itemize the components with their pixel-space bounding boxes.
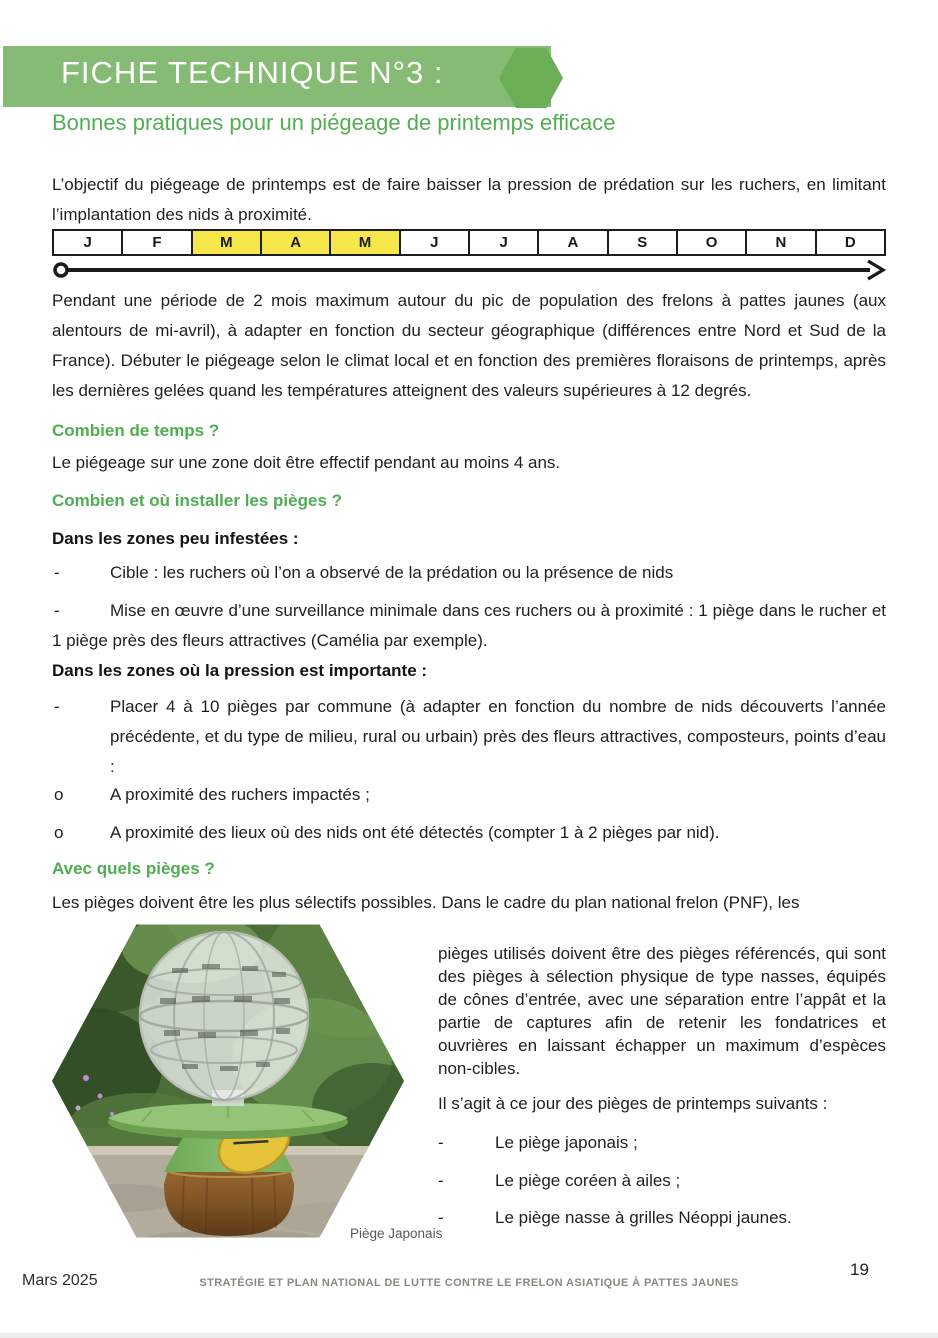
intro-paragraph: L’objectif du piégeage de printemps est de faire baisser la pression de prédation sur les ruchers, en limitant l’implantation des nids à proximité. (52, 175, 886, 224)
bullet-text: Mise en œuvre d’une surveillance minimale dans ces ruchers ou à proximité : 1 piège dans le rucher et 1 piège près des fleurs attractives (Camélia par exemple). (52, 601, 886, 650)
subheading-high-zone: Dans les zones où la pression est importante : (52, 661, 428, 680)
month-cell: A (539, 231, 608, 254)
subheading-low-zone: Dans les zones peu infestées : (52, 529, 299, 548)
dash-bullet-icon: - (54, 563, 60, 582)
circle-bullet-icon: o (54, 823, 64, 842)
trap-photo (52, 918, 404, 1244)
dash-bullet-icon: - (54, 697, 60, 716)
list-item (52, 818, 886, 848)
duration-body: Le piégeage sur une zone doit être effectif pendant au moins 4 ans. (52, 453, 561, 472)
list-item (438, 1169, 886, 1192)
month-cell: M (331, 231, 400, 254)
section-heading-where: Combien et où installer les pièges ? (52, 491, 343, 510)
page-number: 19 (850, 1260, 869, 1279)
trap-item: Le piège japonais ; (495, 1133, 638, 1152)
page-subtitle: Bonnes pratiques pour un piégeage de printemps efficace (52, 110, 616, 135)
month-cell: D (844, 234, 856, 251)
month-cell: J (401, 231, 470, 254)
sub-bullet-text: A proximité des ruchers impactés ; (110, 785, 370, 804)
photo-caption: Piège Japonais (350, 1226, 443, 1241)
month-cell: F (123, 231, 192, 254)
list-item (52, 558, 886, 588)
page-title: FICHE TECHNIQUE N°3 : (61, 55, 444, 90)
dash-bullet-icon: - (438, 1133, 444, 1152)
list-item (52, 596, 886, 656)
bullet-text: Placer 4 à 10 pièges par commune (à adapter en fonction du nombre de nids découverts l’année précédente, et du type de milieu, rural ou urbain) près des fleurs attractives, composteurs, points d’eau : (110, 697, 886, 776)
bullet-text: Cible : les ruchers où l’on a observé de la prédation ou la présence de nids (110, 563, 674, 582)
circle-bullet-icon: o (54, 785, 64, 804)
month-cell: N (747, 231, 816, 254)
dash-bullet-icon: - (438, 1208, 444, 1227)
timeline-arrow-icon (52, 259, 886, 281)
month-cell: J (470, 231, 539, 254)
list-item (52, 780, 886, 810)
which-continuation: pièges utilisés doivent être des pièges référencés, qui sont des pièges à sélection physique de type nasses, équipés de cônes d’entrée, avec une séparation entre l’appât et la partie de captures afin de retenir les fondatrices et ouvrières en laissant échapper un maximum d’espèces non-cibles. (438, 944, 886, 1078)
trap-list-intro: Il s’agit à ce jour des pièges de printemps suivants : (438, 1094, 828, 1113)
period-paragraph: Pendant une période de 2 mois maximum autour du pic de population des frelons à pattes jaunes (aux alentours de mi-avril), à adapter en fonction du secteur géographique (différences entre Nord et Sud de la France). Débuter le piégeage selon le climat local et en fonction des premières floraisons de printemps, après les dernières gelées quand les températures atteignent des valeurs supérieures à 12 degrés. (52, 291, 886, 400)
month-cell: O (678, 231, 747, 254)
month-cell: J (54, 231, 123, 254)
list-item (438, 1131, 886, 1154)
section-heading-which: Avec quels pièges ? (52, 859, 215, 878)
sub-bullet-text: A proximité des lieux où des nids ont été détectés (compter 1 à 2 pièges par nid). (110, 823, 720, 842)
dash-bullet-icon: - (54, 601, 60, 620)
header-banner (3, 46, 551, 107)
month-cell: S (609, 231, 678, 254)
list-item (52, 692, 886, 782)
month-cell: M (193, 231, 262, 254)
month-cell: A (262, 231, 331, 254)
footer-title: STRATÉGIE ET PLAN NATIONAL DE LUTTE CONTRE LE FRELON ASIATIQUE À PATTES JAUNES (199, 1277, 739, 1289)
dash-bullet-icon: - (438, 1171, 444, 1190)
section-heading-duration: Combien de temps ? (52, 421, 220, 440)
page-bottom-edge (0, 1333, 938, 1338)
trap-item: Le piège nasse à grilles Néoppi jaunes. (495, 1208, 792, 1227)
which-intro: Les pièges doivent être les plus sélectifs possibles. Dans le cadre du plan national frelon (PNF), les (52, 893, 800, 912)
list-item (438, 1206, 886, 1229)
month-calendar (52, 229, 886, 256)
footer-date: Mars 2025 (22, 1272, 98, 1289)
trap-item: Le piège coréen à ailes ; (495, 1171, 681, 1190)
